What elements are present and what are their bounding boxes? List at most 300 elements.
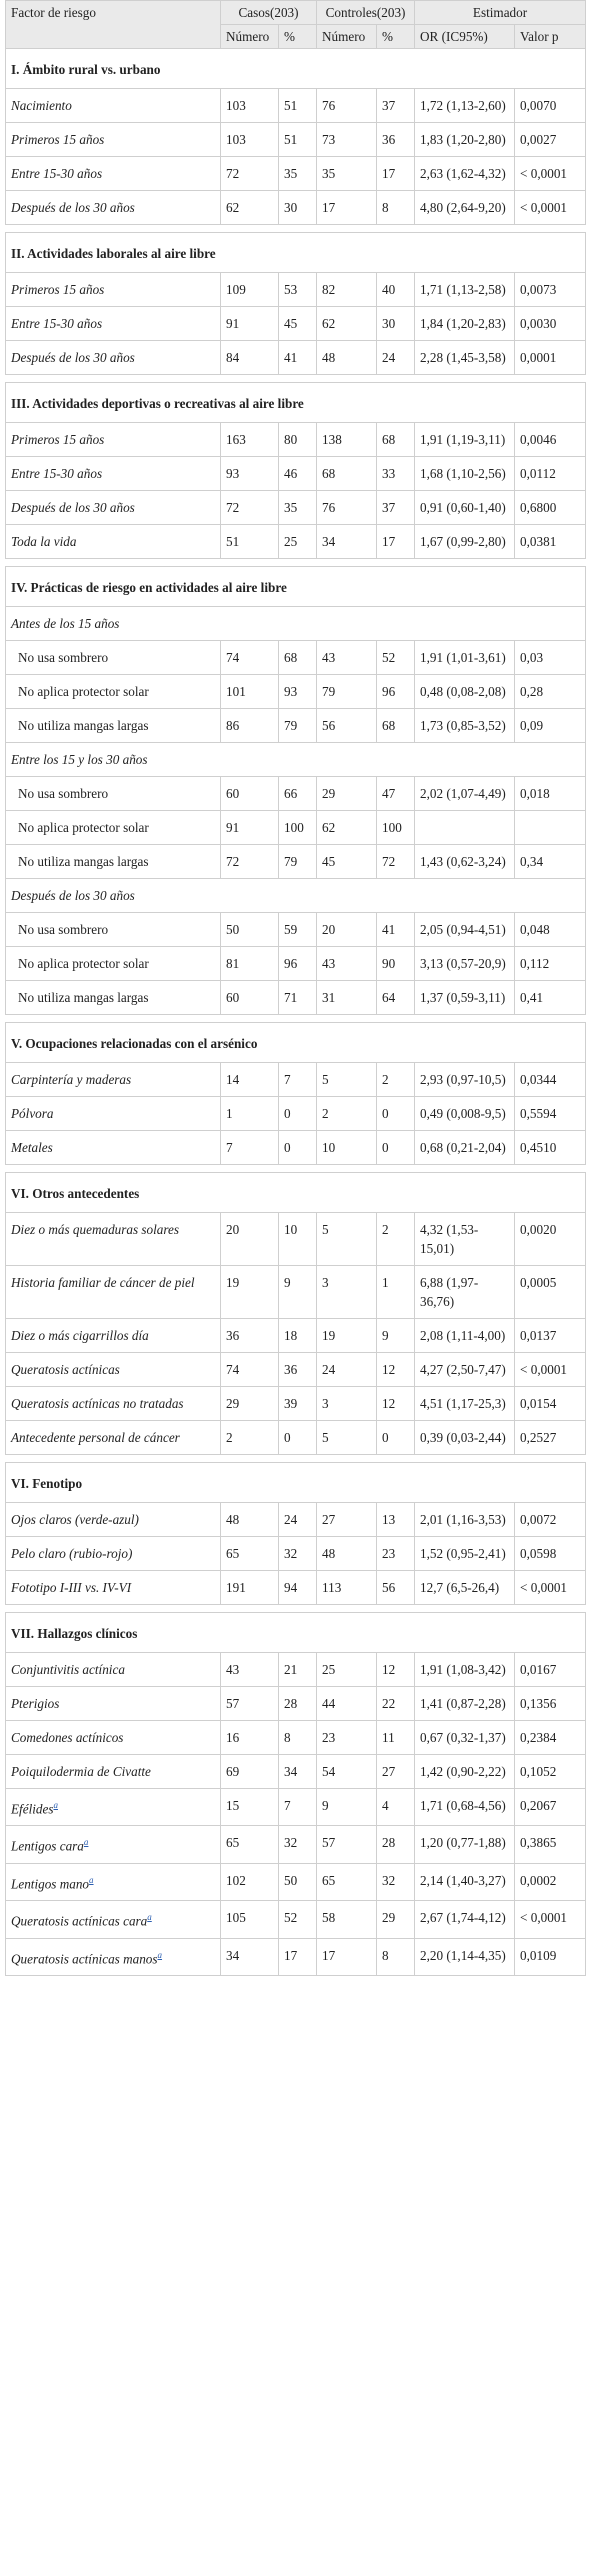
controles-pct-cell: 68 xyxy=(377,423,415,457)
risk-factor-table xyxy=(5,0,586,1976)
casos-pct-cell: 28 xyxy=(279,1687,317,1721)
casos-pct-cell: 7 xyxy=(279,1789,317,1826)
footnote-link[interactable]: a xyxy=(157,1949,163,1960)
spacer-cell xyxy=(6,1015,586,1023)
factor-cell xyxy=(6,1421,221,1455)
header-numero-controles: Número xyxy=(317,25,377,49)
factor-label: Diez o más quemaduras solares xyxy=(11,1222,180,1237)
or-cell: 0,39 (0,03-2,44) xyxy=(415,1421,515,1455)
casos-pct-cell: 68 xyxy=(279,641,317,675)
casos-numero-cell: 74 xyxy=(221,1353,279,1387)
table-row xyxy=(6,641,586,675)
controles-numero-cell: 17 xyxy=(317,1938,377,1975)
p-value-cell: 0,41 xyxy=(515,981,586,1015)
p-value-cell: 0,0381 xyxy=(515,525,586,559)
p-value-cell: 0,34 xyxy=(515,845,586,879)
header-casos: Casos(203) xyxy=(221,1,317,25)
casos-numero-cell: 109 xyxy=(221,273,279,307)
factor-label: No usa sombrero xyxy=(18,786,109,801)
or-cell: 1,67 (0,99-2,80) xyxy=(415,525,515,559)
subsection-row xyxy=(6,743,586,777)
section-title: VII. Hallazgos clínicos xyxy=(6,1613,586,1653)
table-body xyxy=(6,49,586,1976)
factor-cell xyxy=(6,1353,221,1387)
factor-cell xyxy=(6,157,221,191)
header-or: OR (IC95%) xyxy=(415,25,515,49)
controles-pct-cell: 32 xyxy=(377,1863,415,1900)
casos-numero-cell: 93 xyxy=(221,457,279,491)
or-cell: 2,05 (0,94-4,51) xyxy=(415,913,515,947)
section-spacer xyxy=(6,559,586,567)
casos-numero-cell: 14 xyxy=(221,1063,279,1097)
factor-label: Antecedente personal de cáncer xyxy=(11,1430,180,1445)
or-cell: 2,14 (1,40-3,27) xyxy=(415,1863,515,1900)
factor-label: Pterigios xyxy=(11,1696,60,1711)
table-row xyxy=(6,1213,586,1266)
spacer-cell xyxy=(6,1455,586,1463)
table-row xyxy=(6,307,586,341)
p-value-cell: 0,0154 xyxy=(515,1387,586,1421)
controles-pct-cell: 72 xyxy=(377,845,415,879)
table-row xyxy=(6,341,586,375)
factor-label: Poiquilodermia de Civatte xyxy=(11,1764,151,1779)
casos-numero-cell: 72 xyxy=(221,157,279,191)
table-row xyxy=(6,1721,586,1755)
p-value-cell: 0,3865 xyxy=(515,1826,586,1863)
footnote-marker[interactable] xyxy=(158,1949,163,1961)
or-cell: 2,28 (1,45-3,58) xyxy=(415,341,515,375)
casos-pct-cell: 32 xyxy=(279,1537,317,1571)
p-value-cell: < 0,0001 xyxy=(515,191,586,225)
factor-cell xyxy=(6,1687,221,1721)
table-row xyxy=(6,1901,586,1938)
casos-pct-cell: 0 xyxy=(279,1097,317,1131)
controles-pct-cell: 41 xyxy=(377,913,415,947)
footnote-marker[interactable] xyxy=(147,1911,152,1923)
controles-pct-cell: 8 xyxy=(377,1938,415,1975)
controles-pct-cell: 29 xyxy=(377,1901,415,1938)
casos-pct-cell: 9 xyxy=(279,1266,317,1319)
table-row xyxy=(6,1687,586,1721)
or-cell: 1,68 (1,10-2,56) xyxy=(415,457,515,491)
factor-cell xyxy=(6,1826,221,1863)
controles-numero-cell: 48 xyxy=(317,1537,377,1571)
controles-pct-cell: 56 xyxy=(377,1571,415,1605)
controles-pct-cell: 90 xyxy=(377,947,415,981)
controles-pct-cell: 96 xyxy=(377,675,415,709)
or-cell: 2,02 (1,07-4,49) xyxy=(415,777,515,811)
controles-numero-cell: 82 xyxy=(317,273,377,307)
casos-pct-cell: 10 xyxy=(279,1213,317,1266)
casos-pct-cell: 59 xyxy=(279,913,317,947)
casos-numero-cell: 48 xyxy=(221,1503,279,1537)
factor-cell xyxy=(6,525,221,559)
table-row xyxy=(6,811,586,845)
casos-numero-cell: 105 xyxy=(221,1901,279,1938)
table-row xyxy=(6,191,586,225)
or-cell: 1,41 (0,87-2,28) xyxy=(415,1687,515,1721)
or-cell: 1,91 (1,01-3,61) xyxy=(415,641,515,675)
table-row xyxy=(6,1863,586,1900)
controles-pct-cell: 36 xyxy=(377,123,415,157)
table-row xyxy=(6,89,586,123)
p-value-cell: 0,0001 xyxy=(515,341,586,375)
table-row xyxy=(6,123,586,157)
factor-label: Nacimiento xyxy=(11,98,72,113)
p-value-cell: 0,5594 xyxy=(515,1097,586,1131)
table-row xyxy=(6,1789,586,1826)
factor-label: Entre 15-30 años xyxy=(11,166,103,181)
table-row xyxy=(6,273,586,307)
casos-numero-cell: 20 xyxy=(221,1213,279,1266)
controles-pct-cell: 12 xyxy=(377,1653,415,1687)
p-value-cell: 0,0005 xyxy=(515,1266,586,1319)
casos-pct-cell: 0 xyxy=(279,1421,317,1455)
factor-label: Queratosis actínicas no tratadas xyxy=(11,1396,184,1411)
table-row xyxy=(6,1387,586,1421)
factor-label: Después de los 30 años xyxy=(11,350,135,365)
or-cell: 0,48 (0,08-2,08) xyxy=(415,675,515,709)
controles-numero-cell: 57 xyxy=(317,1826,377,1863)
footnote-marker[interactable] xyxy=(53,1799,58,1811)
factor-label: Queratosis actínicas cara xyxy=(11,1913,148,1929)
controles-numero-cell: 138 xyxy=(317,423,377,457)
factor-cell xyxy=(6,675,221,709)
casos-pct-cell: 35 xyxy=(279,491,317,525)
factor-label: Pelo claro (rubio-rojo) xyxy=(11,1546,133,1561)
factor-label: No usa sombrero xyxy=(18,650,109,665)
controles-pct-cell: 0 xyxy=(377,1097,415,1131)
casos-numero-cell: 65 xyxy=(221,1826,279,1863)
factor-label: Después de los 30 años xyxy=(11,500,135,515)
casos-pct-cell: 41 xyxy=(279,341,317,375)
factor-label: Entre 15-30 años xyxy=(11,466,103,481)
header-numero-casos: Número xyxy=(221,25,279,49)
spacer-cell xyxy=(6,559,586,567)
table-row xyxy=(6,1755,586,1789)
table-row xyxy=(6,1826,586,1863)
subsection-row xyxy=(6,607,586,641)
section-title: III. Actividades deportivas o recreativas al aire libre xyxy=(6,383,586,423)
table-row xyxy=(6,157,586,191)
factor-cell xyxy=(6,1503,221,1537)
p-value-cell: 0,4510 xyxy=(515,1131,586,1165)
spacer-cell xyxy=(6,1605,586,1613)
p-value-cell: 0,0030 xyxy=(515,307,586,341)
table-row xyxy=(6,1319,586,1353)
controles-numero-cell: 5 xyxy=(317,1421,377,1455)
p-value-cell: 0,018 xyxy=(515,777,586,811)
factor-label: Fototipo I-III vs. IV-VI xyxy=(11,1580,132,1595)
factor-cell xyxy=(6,1387,221,1421)
casos-pct-cell: 45 xyxy=(279,307,317,341)
p-value-cell: 0,048 xyxy=(515,913,586,947)
casos-numero-cell: 1 xyxy=(221,1097,279,1131)
or-cell: 1,71 (1,13-2,58) xyxy=(415,273,515,307)
casos-numero-cell: 19 xyxy=(221,1266,279,1319)
factor-label: Primeros 15 años xyxy=(11,132,105,147)
controles-numero-cell: 29 xyxy=(317,777,377,811)
factor-cell xyxy=(6,947,221,981)
factor-cell xyxy=(6,1131,221,1165)
table-row xyxy=(6,913,586,947)
controles-numero-cell: 58 xyxy=(317,1901,377,1938)
factor-label: Después de los 30 años xyxy=(11,200,135,215)
footnote-link[interactable]: a xyxy=(53,1800,58,1810)
table-row xyxy=(6,525,586,559)
controles-pct-cell: 30 xyxy=(377,307,415,341)
p-value-cell: 0,0070 xyxy=(515,89,586,123)
factor-label: Carpintería y maderas xyxy=(11,1072,132,1087)
or-cell: 4,80 (2,64-9,20) xyxy=(415,191,515,225)
subsection-title: Entre los 15 y los 30 años xyxy=(6,743,586,777)
controles-numero-cell: 17 xyxy=(317,191,377,225)
section-title: VI. Fenotipo xyxy=(6,1463,586,1503)
or-cell xyxy=(415,811,515,845)
or-cell: 1,91 (1,19-3,11) xyxy=(415,423,515,457)
or-cell: 2,93 (0,97-10,5) xyxy=(415,1063,515,1097)
subsection-title: Después de los 30 años xyxy=(6,879,586,913)
casos-pct-cell: 18 xyxy=(279,1319,317,1353)
factor-cell xyxy=(6,1901,221,1938)
casos-numero-cell: 102 xyxy=(221,1863,279,1900)
factor-label: Queratosis actínicas manos xyxy=(11,1950,158,1966)
controles-pct-cell: 52 xyxy=(377,641,415,675)
controles-numero-cell: 31 xyxy=(317,981,377,1015)
p-value-cell: 0,0020 xyxy=(515,1213,586,1266)
section-spacer xyxy=(6,1015,586,1023)
casos-numero-cell: 91 xyxy=(221,307,279,341)
casos-numero-cell: 7 xyxy=(221,1131,279,1165)
p-value-cell: 0,0002 xyxy=(515,1863,586,1900)
casos-numero-cell: 34 xyxy=(221,1938,279,1975)
casos-numero-cell: 101 xyxy=(221,675,279,709)
or-cell: 4,27 (2,50-7,47) xyxy=(415,1353,515,1387)
casos-numero-cell: 51 xyxy=(221,525,279,559)
controles-numero-cell: 76 xyxy=(317,491,377,525)
casos-numero-cell: 29 xyxy=(221,1387,279,1421)
or-cell: 4,51 (1,17-25,3) xyxy=(415,1387,515,1421)
factor-cell xyxy=(6,1097,221,1131)
table-row xyxy=(6,1097,586,1131)
factor-cell xyxy=(6,913,221,947)
casos-pct-cell: 30 xyxy=(279,191,317,225)
or-cell: 2,08 (1,11-4,00) xyxy=(415,1319,515,1353)
factor-cell xyxy=(6,423,221,457)
factor-label: Diez o más cigarrillos día xyxy=(11,1328,149,1343)
p-value-cell: < 0,0001 xyxy=(515,157,586,191)
p-value-cell: 0,0109 xyxy=(515,1938,586,1975)
table-row xyxy=(6,675,586,709)
table-row xyxy=(6,709,586,743)
p-value-cell: 0,28 xyxy=(515,675,586,709)
factor-cell xyxy=(6,1266,221,1319)
casos-numero-cell: 103 xyxy=(221,89,279,123)
controles-pct-cell: 33 xyxy=(377,457,415,491)
controles-numero-cell: 43 xyxy=(317,947,377,981)
table-row xyxy=(6,1131,586,1165)
controles-numero-cell: 45 xyxy=(317,845,377,879)
casos-numero-cell: 72 xyxy=(221,491,279,525)
factor-label: No aplica protector solar xyxy=(18,820,149,835)
factor-cell xyxy=(6,491,221,525)
controles-numero-cell: 23 xyxy=(317,1721,377,1755)
or-cell: 1,73 (0,85-3,52) xyxy=(415,709,515,743)
table-row xyxy=(6,947,586,981)
factor-label: No utiliza mangas largas xyxy=(18,718,149,733)
or-cell: 1,52 (0,95-2,41) xyxy=(415,1537,515,1571)
p-value-cell: 0,0137 xyxy=(515,1319,586,1353)
factor-cell xyxy=(6,1789,221,1826)
controles-pct-cell: 9 xyxy=(377,1319,415,1353)
factor-cell xyxy=(6,845,221,879)
factor-cell xyxy=(6,1213,221,1266)
factor-label: Comedones actínicos xyxy=(11,1730,124,1745)
casos-numero-cell: 163 xyxy=(221,423,279,457)
controles-pct-cell: 47 xyxy=(377,777,415,811)
factor-cell xyxy=(6,811,221,845)
factor-label: No aplica protector solar xyxy=(18,956,149,971)
controles-pct-cell: 4 xyxy=(377,1789,415,1826)
spacer-cell xyxy=(6,1165,586,1173)
controles-numero-cell: 54 xyxy=(317,1755,377,1789)
factor-label: No utiliza mangas largas xyxy=(18,854,149,869)
factor-label: Ojos claros (verde-azul) xyxy=(11,1512,139,1527)
casos-pct-cell: 71 xyxy=(279,981,317,1015)
controles-numero-cell: 2 xyxy=(317,1097,377,1131)
factor-cell xyxy=(6,307,221,341)
casos-numero-cell: 60 xyxy=(221,981,279,1015)
p-value-cell: 0,09 xyxy=(515,709,586,743)
controles-pct-cell: 37 xyxy=(377,491,415,525)
controles-numero-cell: 56 xyxy=(317,709,377,743)
footnote-link[interactable]: a xyxy=(83,1837,89,1848)
p-value-cell: 0,0027 xyxy=(515,123,586,157)
casos-numero-cell: 50 xyxy=(221,913,279,947)
or-cell: 1,71 (0,68-4,56) xyxy=(415,1789,515,1826)
controles-pct-cell: 40 xyxy=(377,273,415,307)
casos-numero-cell: 103 xyxy=(221,123,279,157)
casos-numero-cell: 36 xyxy=(221,1319,279,1353)
casos-pct-cell: 25 xyxy=(279,525,317,559)
p-value-cell: 0,2527 xyxy=(515,1421,586,1455)
casos-pct-cell: 53 xyxy=(279,273,317,307)
casos-numero-cell: 2 xyxy=(221,1421,279,1455)
factor-cell xyxy=(6,1653,221,1687)
or-cell: 12,7 (6,5-26,4) xyxy=(415,1571,515,1605)
factor-cell xyxy=(6,1571,221,1605)
factor-label: Toda la vida xyxy=(11,534,77,549)
casos-pct-cell: 50 xyxy=(279,1863,317,1900)
casos-pct-cell: 8 xyxy=(279,1721,317,1755)
factor-cell xyxy=(6,1863,221,1900)
footnote-marker[interactable] xyxy=(89,1874,94,1886)
section-title: V. Ocupaciones relacionadas con el arsénico xyxy=(6,1023,586,1063)
section-title: I. Ámbito rural vs. urbano xyxy=(6,49,586,89)
casos-numero-cell: 81 xyxy=(221,947,279,981)
or-cell: 1,37 (0,59-3,11) xyxy=(415,981,515,1015)
footnote-link[interactable]: a xyxy=(89,1874,94,1885)
p-value-cell: 0,6800 xyxy=(515,491,586,525)
or-cell: 1,84 (1,20-2,83) xyxy=(415,307,515,341)
section-title: IV. Prácticas de riesgo en actividades al aire libre xyxy=(6,567,586,607)
spacer-cell xyxy=(6,375,586,383)
controles-numero-cell: 10 xyxy=(317,1131,377,1165)
casos-pct-cell: 46 xyxy=(279,457,317,491)
casos-pct-cell: 7 xyxy=(279,1063,317,1097)
or-cell: 1,42 (0,90-2,22) xyxy=(415,1755,515,1789)
controles-numero-cell: 5 xyxy=(317,1063,377,1097)
footnote-link[interactable]: a xyxy=(147,1912,152,1923)
factor-label: Primeros 15 años xyxy=(11,282,105,297)
controles-pct-cell: 27 xyxy=(377,1755,415,1789)
p-value-cell: 0,0344 xyxy=(515,1063,586,1097)
table-row xyxy=(6,1063,586,1097)
casos-pct-cell: 35 xyxy=(279,157,317,191)
section-spacer xyxy=(6,1455,586,1463)
section-spacer xyxy=(6,375,586,383)
or-cell: 1,20 (0,77-1,88) xyxy=(415,1826,515,1863)
controles-pct-cell: 8 xyxy=(377,191,415,225)
controles-numero-cell: 27 xyxy=(317,1503,377,1537)
section-spacer xyxy=(6,1165,586,1173)
table-row xyxy=(6,1503,586,1537)
p-value-cell: < 0,0001 xyxy=(515,1571,586,1605)
factor-cell xyxy=(6,123,221,157)
spacer-cell xyxy=(6,225,586,233)
casos-numero-cell: 15 xyxy=(221,1789,279,1826)
controles-numero-cell: 20 xyxy=(317,913,377,947)
section-header-row xyxy=(6,1173,586,1213)
factor-label: Primeros 15 años xyxy=(11,432,105,447)
factor-cell xyxy=(6,1063,221,1097)
controles-numero-cell: 113 xyxy=(317,1571,377,1605)
casos-numero-cell: 62 xyxy=(221,191,279,225)
or-cell: 0,49 (0,008-9,5) xyxy=(415,1097,515,1131)
controles-pct-cell: 24 xyxy=(377,341,415,375)
table-row xyxy=(6,981,586,1015)
section-header-row xyxy=(6,383,586,423)
controles-pct-cell: 2 xyxy=(377,1213,415,1266)
header-row-1 xyxy=(6,1,586,25)
factor-cell xyxy=(6,1721,221,1755)
casos-pct-cell: 66 xyxy=(279,777,317,811)
table-row xyxy=(6,1266,586,1319)
p-value-cell: 0,112 xyxy=(515,947,586,981)
controles-numero-cell: 48 xyxy=(317,341,377,375)
casos-numero-cell: 60 xyxy=(221,777,279,811)
or-cell: 0,68 (0,21-2,04) xyxy=(415,1131,515,1165)
factor-label: Lentigos cara xyxy=(11,1838,84,1854)
controles-numero-cell: 43 xyxy=(317,641,377,675)
p-value-cell: 0,0112 xyxy=(515,457,586,491)
factor-cell xyxy=(6,1319,221,1353)
casos-numero-cell: 91 xyxy=(221,811,279,845)
casos-pct-cell: 94 xyxy=(279,1571,317,1605)
controles-pct-cell: 2 xyxy=(377,1063,415,1097)
controles-numero-cell: 68 xyxy=(317,457,377,491)
casos-pct-cell: 24 xyxy=(279,1503,317,1537)
section-header-row xyxy=(6,1023,586,1063)
footnote-marker[interactable] xyxy=(84,1836,89,1848)
factor-label: Entre 15-30 años xyxy=(11,316,103,331)
casos-numero-cell: 57 xyxy=(221,1687,279,1721)
casos-pct-cell: 79 xyxy=(279,709,317,743)
factor-cell xyxy=(6,191,221,225)
controles-numero-cell: 19 xyxy=(317,1319,377,1353)
casos-pct-cell: 52 xyxy=(279,1901,317,1938)
casos-pct-cell: 96 xyxy=(279,947,317,981)
